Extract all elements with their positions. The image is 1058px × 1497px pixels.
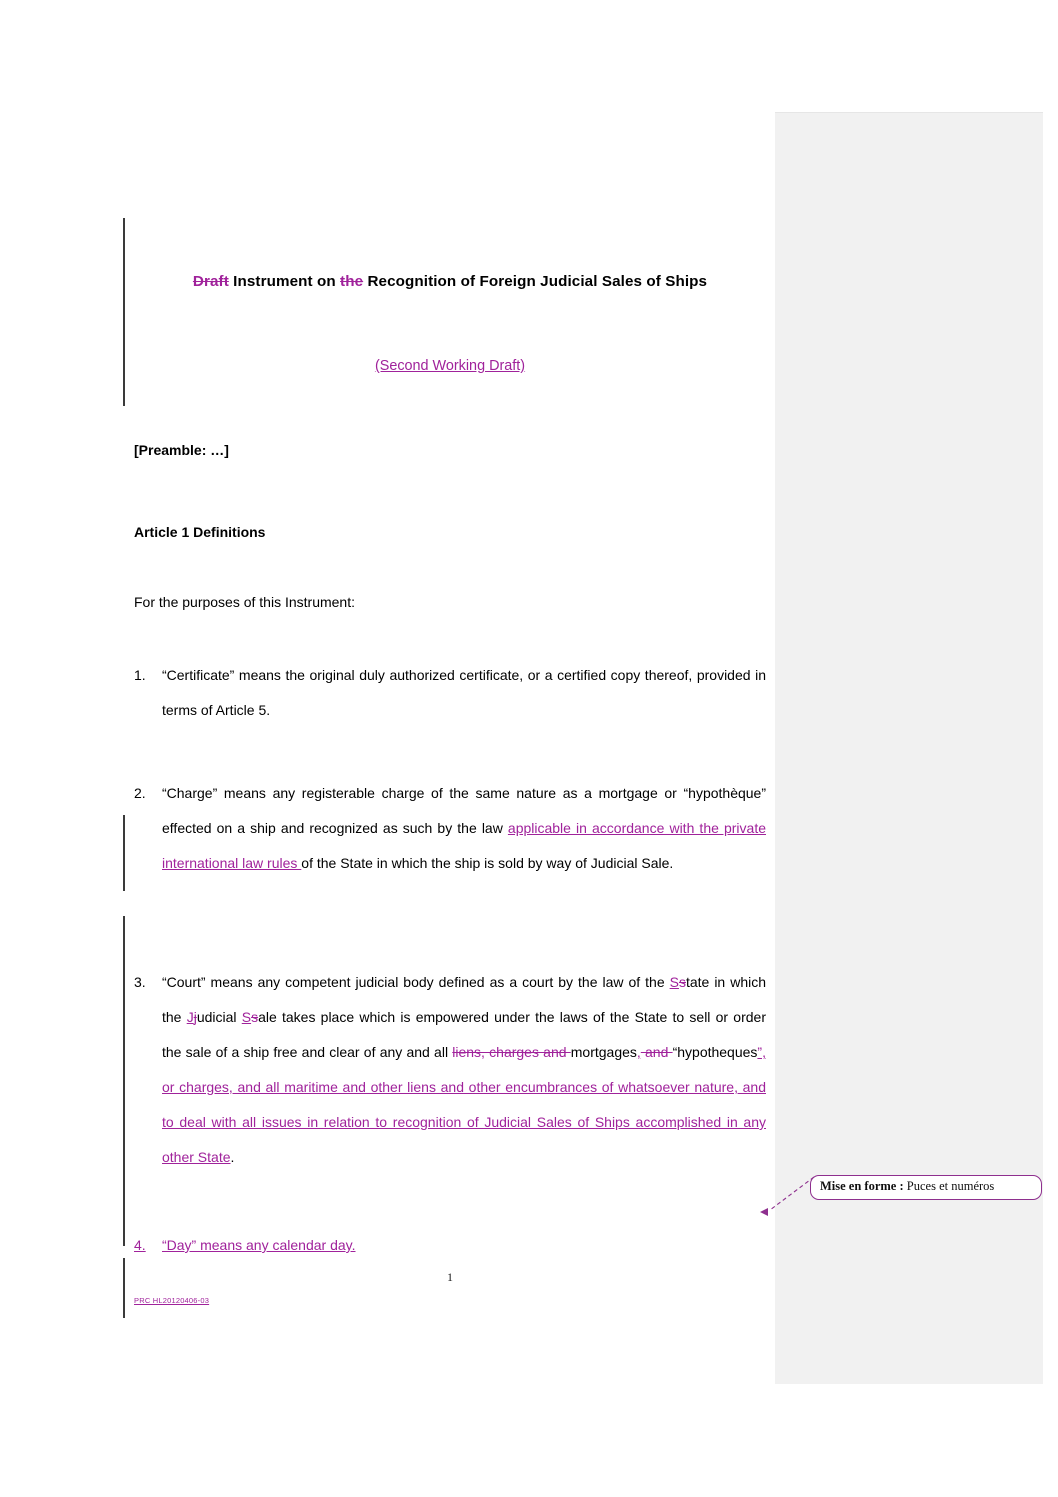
body-text: ale takes place which is empowered under the laws of the State to sell or order the sale of a ship free and clear of any and all — [162, 1009, 766, 1060]
body-text: of the State in which the ship is sold by way of Judicial Sale. — [301, 855, 674, 871]
definition-number: 1. — [134, 667, 146, 683]
change-bar-item2 — [123, 815, 125, 891]
inserted-text: S — [241, 1009, 252, 1025]
body-text: “Charge” means any registerable charge of the same nature as a mortgage or “hypothèque” effected on a ship and recognized as such by the law — [162, 785, 766, 836]
page-number: 1 — [447, 1270, 453, 1284]
change-bar-title — [123, 218, 125, 406]
inserted-text: J — [186, 1009, 194, 1025]
body-text: mortgages — [570, 1044, 637, 1060]
body-text: “Court” means any competent judicial body defined as a court by the law of the — [162, 974, 670, 990]
footer-reference: PRC HL20120406-03 — [134, 1296, 210, 1305]
body-text: udicial — [196, 1009, 242, 1025]
body-text: . — [230, 1149, 235, 1165]
definition-number: 3. — [134, 974, 146, 990]
definition-text: “Day” means any calendar day. — [162, 1237, 356, 1253]
title-main: Instrument on — [228, 273, 341, 290]
inserted-text: applicable in accordance with the private international law rules — [162, 820, 766, 871]
definition-number: 2. — [134, 785, 146, 801]
title-deleted-draft: Draft — [192, 273, 229, 290]
balloon-label: Mise en forme : — [820, 1179, 904, 1193]
definition-text — [162, 965, 766, 1175]
change-bar-item3 — [123, 916, 125, 1246]
inserted-text: ”, or charges, and all maritime and other liens and other encumbrances of whatsoever nature, and to deal with all issues in relation to recognition of Judicial Sales of Ships accomplished in any other State — [162, 1044, 766, 1165]
deleted-text: and — [640, 1044, 673, 1060]
body-text: “hypotheques — [672, 1044, 758, 1060]
deleted-text: j — [193, 1009, 197, 1025]
title-tail: Recognition of Foreign Judicial Sales of Ships — [363, 273, 708, 290]
deleted-text: s — [678, 974, 686, 990]
deleted-text: liens, charges and — [452, 1044, 571, 1060]
definition-number: 4. — [134, 1237, 146, 1253]
definitions-lead-line: For the purposes of this Instrument: — [134, 594, 355, 610]
inserted-text: , — [636, 1044, 641, 1060]
deleted-text: s — [251, 1009, 259, 1025]
change-bar-footer — [123, 1258, 125, 1318]
definition-item-3 — [134, 965, 766, 1175]
formatting-comment-balloon[interactable] — [810, 1175, 1042, 1200]
definition-text — [162, 658, 766, 728]
body-text: “Certificate” means the original duly authorized certificate, or a certified copy thereof, provided in terms of Article 5. — [162, 667, 766, 718]
inserted-text: S — [669, 974, 679, 990]
document-subtitle: (Second Working Draft) — [374, 358, 526, 374]
balloon-value: Puces et numéros — [903, 1179, 995, 1193]
body-text: tate in which the — [162, 974, 766, 1025]
document-title — [134, 272, 766, 293]
title-deleted-the: the — [340, 273, 364, 290]
preamble-heading: [Preamble: …] — [134, 442, 229, 458]
definition-text — [162, 776, 766, 881]
definition-item-4-inserted — [134, 1228, 766, 1263]
article-1-heading: Article 1 Definitions — [134, 524, 266, 540]
definition-item-2 — [134, 776, 766, 881]
definition-item-1 — [134, 658, 766, 728]
